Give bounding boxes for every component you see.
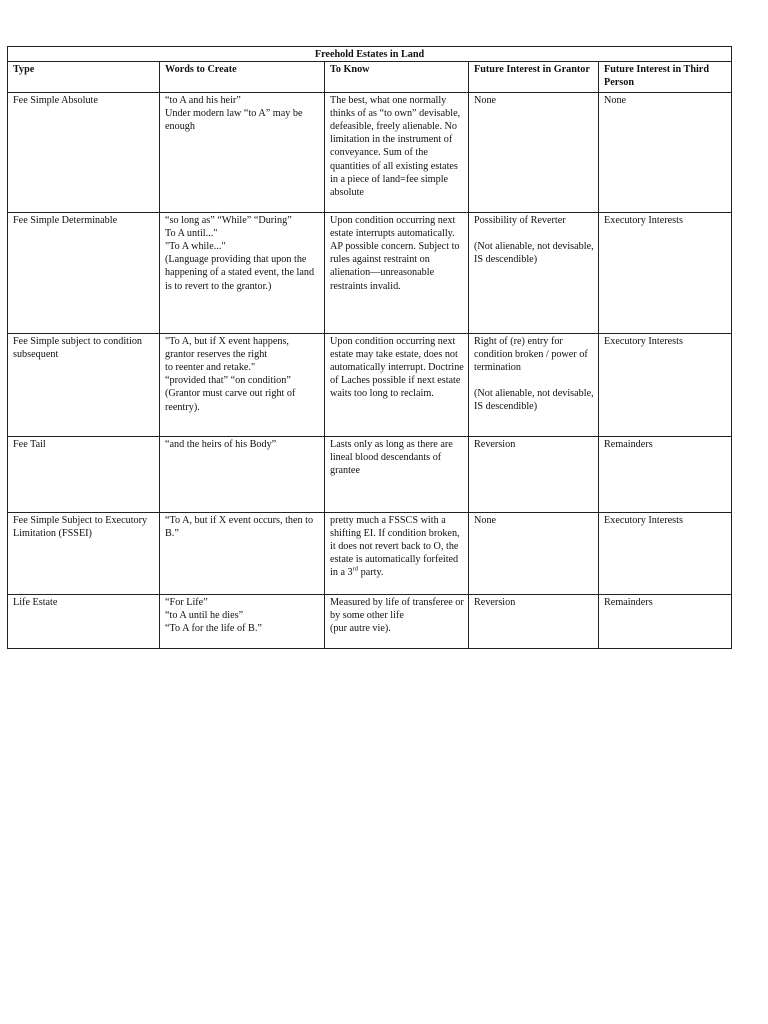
cell-line: “to A until he dies” [165,609,244,621]
cell-line: Executory Interests [604,214,683,226]
cell-line: Measured by life of transferee or by some other life [330,596,464,621]
cell-line: None [474,94,497,106]
cell-type [8,212,160,333]
cell-line: Upon condition occurring next estate may take estate, does not automatically interrupt. Doctrine of Laches possible if next estate waits too long to reclaim. [330,335,464,400]
cell-words [160,92,325,212]
table-row [8,594,732,648]
cell-line: “to A and his heir” [165,94,241,106]
table-row [8,333,732,436]
cell-text: pretty much a FSSCS with a shifting EI. If condition broken, it does not revert back to O, the estate is automatically forfeited in a 3 [330,514,460,579]
cell-grantor [469,512,599,594]
cell-line: Executory Interests [604,514,683,526]
column-header-grantor: Future Interest in Grantor [469,62,599,92]
cell-line: (Grantor must carve out right of reentry). [165,388,296,413]
cell-line: (Language providing that upon the happening of a stated event, the land is to revert to the grantor.) [165,254,315,292]
cell-third-person [599,92,732,212]
cell-line: Upon condition occurring next estate interrupts automatically. AP possible concern. Subject to rules against restraint on alienation—unreasonable restraints invalid. [330,214,460,292]
cell-words [160,512,325,594]
cell-line: “provided that” “on condition” [165,375,291,387]
cell-words [160,594,325,648]
cell-type [8,436,160,512]
cell-line: Reversion [474,596,516,608]
cell-spacer [474,374,594,387]
cell-words [160,212,325,333]
table-row [8,512,732,594]
cell-line: "To A while..." [165,241,226,253]
cell-third-person [599,333,732,436]
cell-line: Fee Tail [13,438,46,450]
cell-line: Fee Simple Determinable [13,214,118,226]
table-title-row [8,47,732,62]
cell-third-person [599,212,732,333]
table-row [8,436,732,512]
cell-line: To A until..." [165,227,218,239]
freehold-estates-table [7,46,732,649]
cell-line: Fee Simple subject to condition subsequent [13,335,143,360]
cell-line: Fee Simple Absolute [13,94,98,106]
cell-grantor [469,92,599,212]
column-header-third-person: Future Interest in Third Person [599,62,732,92]
cell-grantor [469,436,599,512]
cell-line: Life Estate [13,596,58,608]
cell-line: Remainders [604,438,653,450]
cell-to-know [325,333,469,436]
cell-line: “To A, but if X event occurs, then to B.” [165,514,314,539]
cell-line: “To A for the life of B.” [165,623,262,635]
table-header-row [8,62,732,92]
cell-line: "To A, but if X event happens, grantor reserves the right [165,335,289,360]
cell-words [160,436,325,512]
cell-line: Right of (re) entry for condition broken / power of termination [474,335,588,374]
cell-line: (Not alienable, not devisable, IS descendible) [474,388,594,413]
table-row [8,212,732,333]
cell-line: (Not alienable, not devisable, IS descendible) [474,240,594,266]
cell-to-know [325,594,469,648]
cell-words [160,333,325,436]
cell-line: Fee Simple Subject to Executory Limitation (FSSEI) [13,514,148,539]
cell-line: “and the heirs of his Body” [165,438,277,450]
cell-grantor [469,594,599,648]
column-header-words: Words to Create [160,62,325,92]
cell-line: to reenter and retake." [165,362,256,374]
cell-line: Executory Interests [604,335,683,347]
cell-line: “so long as” “While” “During” [165,214,292,226]
cell-line: None [604,94,627,106]
cell-type [8,333,160,436]
cell-line: Possibility of Reverter [474,214,566,226]
cell-line: Reversion [474,438,516,450]
cell-line: The best, what one normally thinks of as “to own” devisable, defeasible, freely alienable. No limitation in the instrument of conveyance. Sum of the quantities of all existing estates in a piece of land=fee simple absolute [330,94,461,199]
cell-grantor [469,333,599,436]
cell-line: “For Life” [165,596,208,608]
table-title: Freehold Estates in Land [8,47,732,62]
cell-text: party. [358,567,384,579]
cell-third-person [599,436,732,512]
cell-third-person [599,594,732,648]
cell-line [330,514,464,580]
document-page [7,46,731,649]
cell-type [8,512,160,594]
cell-type [8,594,160,648]
cell-to-know [325,92,469,212]
cell-line: Remainders [604,596,653,608]
cell-line: None [474,514,497,526]
cell-to-know [325,436,469,512]
cell-line: Lasts only as long as there are lineal blood descendants of grantee [330,438,453,477]
superscript-ordinal: rd [352,566,359,574]
cell-to-know [325,512,469,594]
table-row [8,92,732,212]
cell-type [8,92,160,212]
cell-third-person [599,512,732,594]
cell-grantor [469,212,599,333]
cell-line: Under modern law “to A” may be enough [165,107,303,133]
cell-spacer [474,227,594,240]
column-header-type: Type [8,62,160,92]
column-header-to-know: To Know [325,62,469,92]
cell-line: (pur autre vie). [330,623,391,635]
cell-to-know [325,212,469,333]
